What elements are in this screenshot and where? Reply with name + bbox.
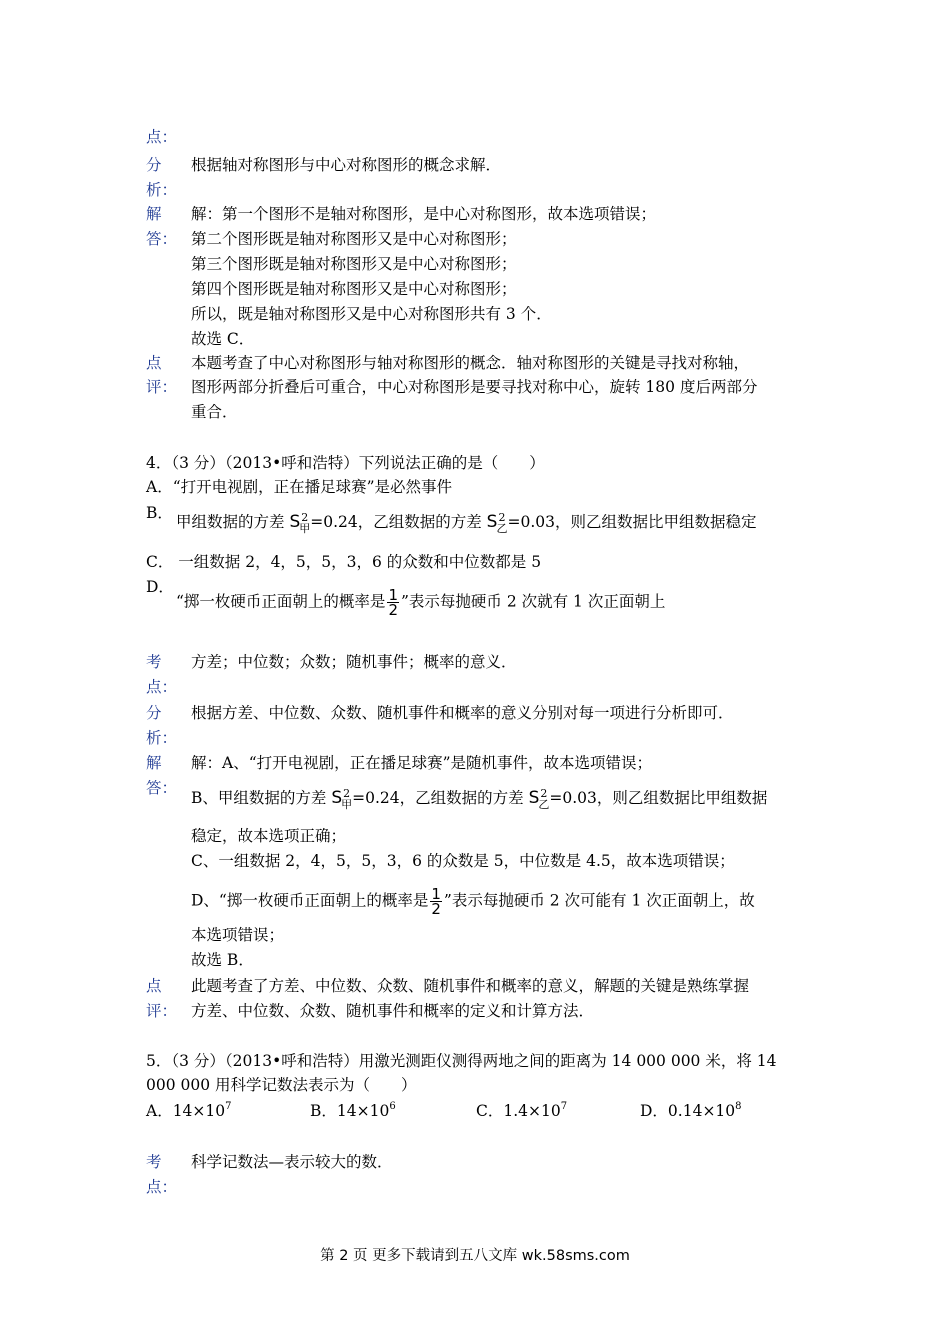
s-variable: S [528,788,540,808]
option-b-text: =0.24，乙组数据的方差 [310,513,487,531]
jieda-label: 答： [146,230,178,248]
option-d [640,1101,742,1121]
numerator: 1 [431,885,441,903]
option-a: A．“打开电视剧，正在播足球赛”是必然事件 [146,478,453,496]
option-b-text: B．14×10 [310,1102,390,1120]
denominator: 2 [388,601,398,619]
exponent: 7 [225,1101,232,1112]
superscript: 2 [301,511,309,524]
dianping-label: 评： [146,378,178,396]
question-stem: 5．（3 分）（2013•呼和浩特）用激光测距仪测得两地之间的距离为 14 000 000 米，将 14 [146,1052,777,1070]
exponent: 6 [389,1101,396,1112]
variance-index [299,512,310,534]
subscript: 乙 [538,798,550,811]
jieda-line: 故选 C． [191,330,255,348]
subscript: 乙 [496,522,508,535]
s-variable: S [289,512,301,532]
jieda-line [191,788,767,810]
jieda-label: 答： [146,779,178,797]
dianping-line: 图形两部分折叠后可重合，中心对称图形是要寻找对称中心，旋转 180 度后两部分 [191,378,758,396]
s-variable: S [331,788,343,808]
jieda-label: 解 [146,754,162,772]
question-stem: 000 000 用科学记数法表示为（ ） [146,1076,417,1094]
jieda-line: C、一组数据 2，4，5，5，3，6 的众数是 5，中位数是 4.5，故本选项错误； [191,852,735,870]
superscript: 2 [343,787,351,800]
option-d-letter: D． [146,578,174,596]
jieda-text: D、“掷一枚硬币正面朝上的概率是 [191,891,429,910]
kaodian-label: 考 [146,653,162,671]
jieda-text: ”表示每抛硬币 2 次可能有 1 次正面朝上，故 [443,891,755,910]
numerator: 1 [388,586,398,604]
jieda-line: 所以，既是轴对称图形又是中心对称图形共有 3 个． [191,305,552,323]
page-footer: 第 2 页 更多下载请到五八文库 wk.58sms.com [320,1248,630,1264]
dianping-line: 此题考查了方差、中位数、众数、随机事件和概率的意义，解题的关键是熟练掌握 [191,977,750,995]
fenxi-label: 析： [146,181,178,199]
dianping-label: 评： [146,1002,178,1020]
variance-index [341,788,352,810]
denominator: 2 [431,900,441,918]
dianping-line: 重合． [191,403,238,421]
fenxi-label: 分 [146,156,162,174]
option-b-letter: B． [146,504,173,522]
jieda-line: 第三个图形既是轴对称图形又是中心对称图形； [191,255,517,273]
option-d [176,588,665,617]
fraction [430,887,442,916]
kaodian-label: 点： [146,678,178,696]
fraction [387,588,399,617]
kaodian-text: 方差；中位数；众数；随机事件；概率的意义． [191,653,517,671]
dianping-label: 点 [146,977,162,995]
superscript: 2 [540,787,548,800]
option-c: C． 一组数据 2，4，5，5，3，6 的众数和中位数都是 5 [146,553,542,571]
subscript: 甲 [341,798,353,811]
superscript: 2 [498,511,506,524]
kaodian-text: 科学记数法—表示较大的数． [191,1153,393,1171]
variance-index [538,788,549,810]
jieda-line: 解：第一个图形不是轴对称图形，是中心对称图形，故本选项错误； [191,205,657,223]
s-variable: S [486,512,498,532]
option-b [176,512,756,534]
jieda-text: =0.24，乙组数据的方差 [352,789,529,807]
subscript: 甲 [299,522,311,535]
fenxi-text: 根据方差、中位数、众数、随机事件和概率的意义分别对每一项进行分析即可． [191,704,734,722]
option-b-text: 甲组数据的方差 [176,513,290,531]
option-d-text: “掷一枚硬币正面朝上的概率是 [176,592,386,611]
option-d-text: ”表示每抛硬币 2 次就有 1 次正面朝上 [400,592,666,611]
option-d-text: D．0.14×10 [640,1102,736,1120]
jieda-line: 解：A、“打开电视剧，正在播足球赛”是随机事件，故本选项错误； [191,754,653,772]
kaodian-label: 点： [146,128,178,146]
jieda-text: B、甲组数据的方差 [191,789,332,807]
jieda-line: 故选 B． [191,951,254,969]
question-stem: 4．（3 分）（2013•呼和浩特）下列说法正确的是（ ） [146,454,545,472]
option-b [310,1101,396,1121]
jieda-line: 稳定，故本选项正确； [191,827,347,845]
kaodian-label: 考 [146,1153,162,1171]
fenxi-label: 分 [146,704,162,722]
variance-index [496,512,507,534]
jieda-text: =0.03，则乙组数据比甲组数据 [549,789,768,807]
dianping-line: 方差、中位数、众数、随机事件和概率的定义和计算方法． [191,1002,595,1020]
fenxi-text: 根据轴对称图形与中心对称图形的概念求解． [191,156,502,174]
option-a-text: A．14×10 [146,1102,226,1120]
option-c [476,1101,567,1121]
exponent: 7 [560,1101,568,1112]
fenxi-label: 析： [146,729,178,747]
option-b-text: =0.03，则乙组数据比甲组数据稳定 [507,513,757,531]
dianping-label: 点 [146,354,162,372]
jieda-label: 解 [146,205,162,223]
jieda-line: 本选项错误； [191,926,285,944]
jieda-line [191,887,755,916]
option-a [146,1101,232,1121]
kaodian-label: 点： [146,1178,178,1196]
option-c-text: C．1.4×10 [476,1102,561,1120]
jieda-line: 第四个图形既是轴对称图形又是中心对称图形； [191,280,517,298]
dianping-line: 本题考查了中心对称图形与轴对称图形的概念．轴对称图形的关键是寻找对称轴， [191,354,750,372]
exponent: 8 [735,1101,742,1112]
jieda-line: 第二个图形既是轴对称图形又是中心对称图形； [191,230,517,248]
